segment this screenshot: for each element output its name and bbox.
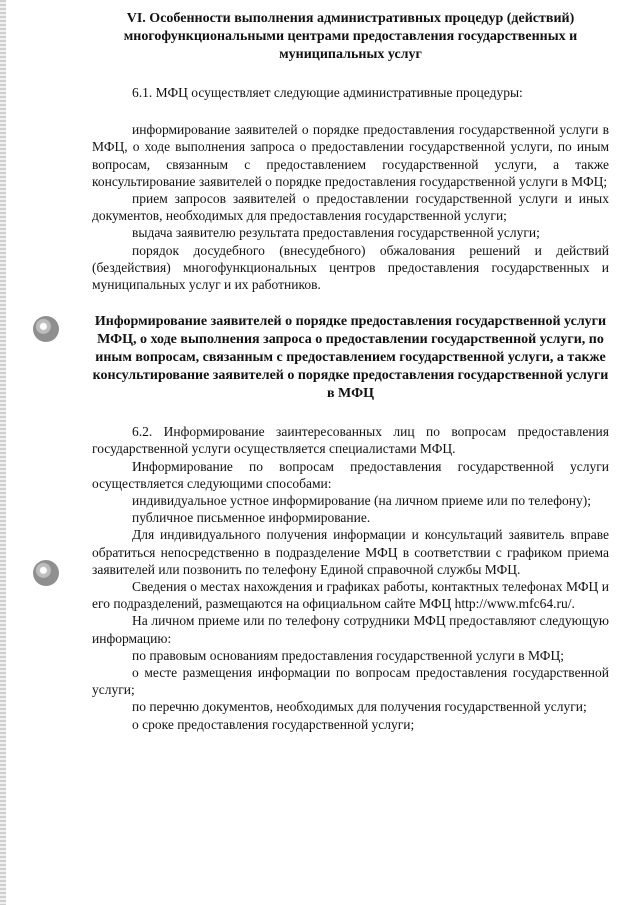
paragraph: прием запросов заявителей о предоставлении государственной услуги и иных документов, необходимых для предоставления государственной услуги;	[92, 191, 609, 224]
paragraph: о сроке предоставления государственной услуги;	[132, 716, 415, 732]
paragraph: по перечню документов, необходимых для получения государственной услуги;	[132, 699, 587, 715]
paragraph: Сведения о местах нахождения и графиках работы, контактных телефонах МФЦ и его подразделений, размещаются на официальном сайте МФЦ http://www.mfc64.ru/.	[92, 579, 609, 612]
paragraph: о месте размещения информации по вопросам предоставления государственной услуги;	[92, 665, 609, 698]
paragraph: информирование заявителей о порядке предоставления государственной услуги в МФЦ, о ходе выполнения запроса о предоставлении государственной услуги, по иным вопросам, связанным с предоставлением государственной услуги, а также консультирование заявителей о порядке предоставления государственной услуги в МФЦ;	[92, 122, 609, 189]
paragraph: 6.2. Информирование заинтересованных лиц по вопросам предоставления государственной услуги осуществляется специалистами МФЦ.	[92, 424, 609, 457]
punch-hole-mark	[33, 560, 59, 586]
scan-edge-strip	[0, 0, 6, 905]
document-body	[92, 10, 609, 733]
paragraph: На личном приеме или по телефону сотрудники МФЦ предоставляют следующую информацию:	[92, 613, 609, 646]
paragraph: индивидуальное устное информирование (на личном приеме или по телефону);	[132, 493, 591, 509]
paragraph: Для индивидуального получения информации и консультаций заявитель вправе обратиться непосредственно в подразделение МФЦ в соответствии с графиком приема заявителей или позвонить по телефону Единой справочной службы МФЦ.	[92, 527, 609, 577]
paragraph: 6.1. МФЦ осуществляет следующие административные процедуры:	[132, 85, 523, 100]
paragraph: Информирование по вопросам предоставления государственной услуги осуществляется следующими способами:	[92, 458, 609, 491]
paragraph: порядок досудебного (внесудебного) обжалования решений и действий (бездействия) многофункциональных центров предоставления государственных и муниципальных услуг и их работников.	[92, 242, 609, 293]
paragraph: публичное письменное информирование.	[132, 510, 371, 526]
paragraph: выдача заявителю результата предоставления государственной услуги;	[132, 225, 540, 241]
section-heading: VI. Особенности выполнения административных процедур (действий) многофункциональными центрами предоставления государственных и муниципальных услуг	[123, 11, 578, 62]
paragraph: по правовым основаниям предоставления государственной услуги в МФЦ;	[132, 647, 564, 663]
punch-hole-mark	[33, 316, 59, 342]
subsection-heading: Информирование заявителей о порядке предоставления государственной услуги МФЦ, о ходе выполнения запроса о предоставлении государственной услуги, по иным вопросам, связанным с предоставлением государственной услуги, а также консультирование заявителей о порядке предоставления государственной услуги в МФЦ	[92, 314, 609, 402]
